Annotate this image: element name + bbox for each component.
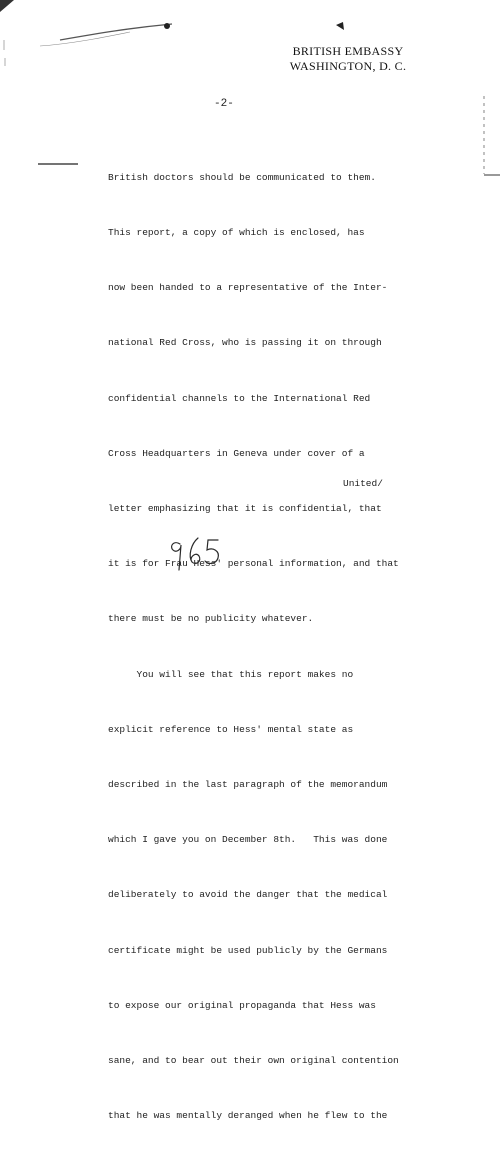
letterhead [278,44,418,74]
body-line: Cross Headquarters in Geneva under cover of a [108,447,365,459]
letterhead-line-2: WASHINGTON, D. C. [289,59,407,73]
top-pen-stroke-2 [40,32,130,46]
body-line: national Red Cross, who is passing it on through [108,337,382,349]
top-pen-stroke [60,24,172,40]
body-line: certificate might be used publicly by the Germans [108,944,388,956]
body-line: British doctors should be communicated to them. [108,171,376,183]
letterhead-line-1: BRITISH EMBASSY [292,44,404,58]
body-line: described in the last paragraph of the memorandum [108,779,388,791]
handwritten-note [166,532,222,576]
body-line: You will see that this report makes no [108,668,354,680]
body-line: which I gave you on December 8th. This was done [108,834,388,846]
letter-body [108,132,492,1162]
body-line: sane, and to bear out their own original contention [108,1055,399,1067]
body-line: This report, a copy of which is enclosed, has [108,227,365,239]
body-line: it is for Frau Hess' personal information, and that [108,558,399,570]
body-line: now been handed to a representative of the Inter- [108,282,388,294]
body-line: explicit reference to Hess' mental state as [108,723,354,735]
ink-blot [336,22,344,30]
ink-dot [164,23,170,29]
body-line: deliberately to avoid the danger that the medical [108,889,388,901]
corner-artifact [0,0,14,12]
page-number: -2- [214,98,234,110]
body-line: there must be no publicity whatever. [108,613,314,625]
body-line: letter emphasizing that it is confidential, that [108,503,382,515]
body-line: confidential channels to the International Red [108,392,371,404]
left-margin-dash [4,40,5,66]
body-line: that he was mentally deranged when he flew to the [108,1110,388,1122]
body-line: to expose our original propaganda that Hess was [108,999,376,1011]
continuation-word: United/ [343,478,383,489]
